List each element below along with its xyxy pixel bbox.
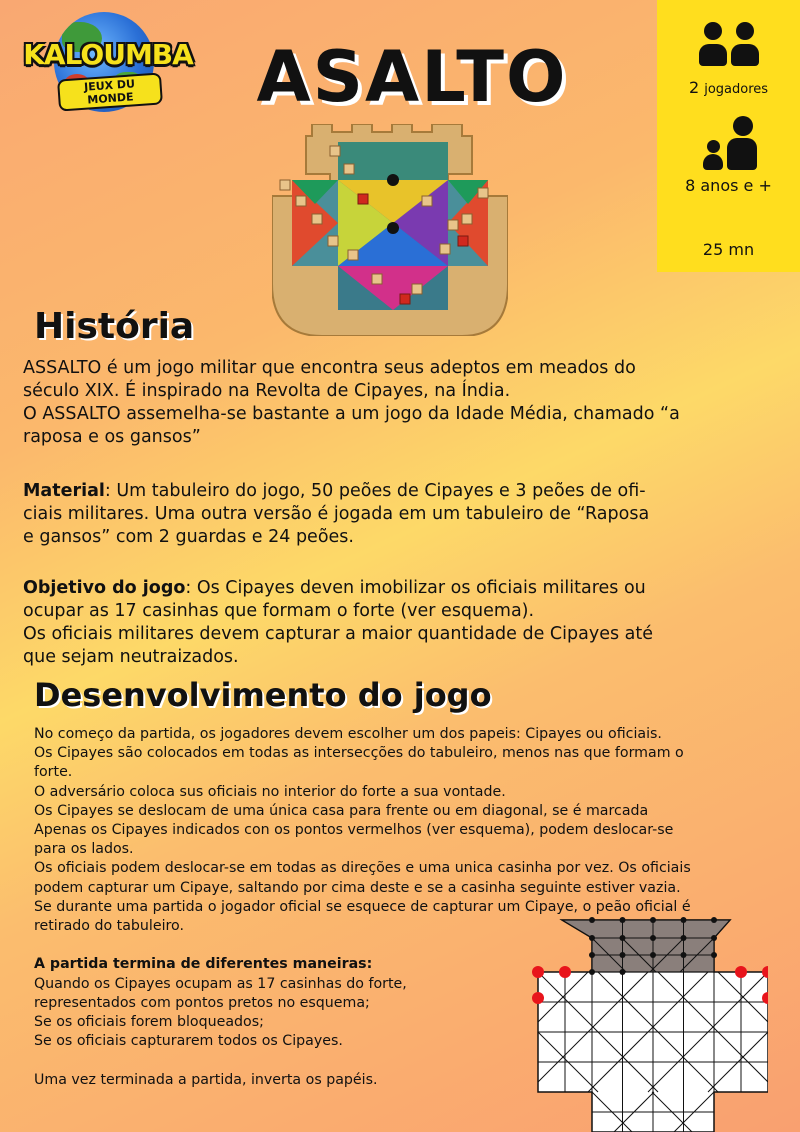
material-line: e gansos” com 2 guardas e 24 peões.	[23, 527, 354, 547]
age-icon	[695, 116, 765, 170]
material-line: ciais militares. Uma outra versão é jogada em um tabuleiro de “Raposa	[23, 504, 650, 524]
board-photo	[272, 124, 508, 336]
rule-line: Os Cipayes se deslocam de uma única casa para frente ou em diagonal, se é marcada	[34, 802, 649, 819]
age-label: 8 anos e +	[685, 176, 772, 195]
objective-text	[23, 577, 763, 669]
logo-tagline: JEUX DU MONDE	[57, 72, 163, 111]
logo-brand: KALOUMBA	[23, 38, 193, 71]
material-label: Material	[23, 481, 105, 501]
history-text	[23, 357, 763, 449]
rule-line: O adversário coloca sus oficiais no interior do forte a sua vontade.	[34, 783, 506, 800]
objective-line: : Os Cipayes deven imobilizar os oficiais militares ou	[185, 578, 646, 598]
rule-line: Os Cipayes são colocados em todas as intersecções do tabuleiro, menos nas que formam o	[34, 745, 684, 762]
end-line: Quando os Cipayes ocupam as 17 casinhas do forte,	[34, 975, 407, 992]
rule-line: para os lados.	[34, 841, 134, 858]
rule-line: Se durante uma partida o jogador oficial se esquece de capturar um Cipaye, o peão oficial é	[34, 898, 691, 915]
objective-line: ocupar as 17 casinhas que formam o forte (ver esquema).	[23, 601, 535, 621]
end-line: Se os oficiais forem bloqueados;	[34, 1014, 264, 1031]
rule-line: forte.	[34, 764, 73, 781]
end-heading: A partida termina de diferentes maneiras:	[34, 956, 373, 973]
material-line: : Um tabuleiro do jogo, 50 peões de Cipayes e 3 peões de ofi-	[104, 481, 646, 501]
objective-line: que sejam neutraizados.	[23, 647, 239, 667]
two-players-icon	[695, 22, 765, 66]
development-heading: Desenvolvimento do jogo	[34, 676, 492, 714]
final-line: Uma vez terminada a partida, inverta os papéis.	[34, 1071, 378, 1088]
history-line: ASSALTO é um jogo militar que encontra seus adeptos em meados do	[23, 358, 636, 378]
rule-line: Apenas os Cipayes indicados con os pontos vermelhos (ver esquema), podem deslocar-se	[34, 822, 674, 839]
rule-line: podem capturar um Cipaye, saltando por cima deste e se a casinha seguinte estiver vazia.	[34, 879, 681, 896]
players-count: 2 jogadores	[688, 78, 769, 97]
rule-line: retirado do tabuleiro.	[34, 918, 185, 935]
board-diagram	[528, 912, 768, 1132]
kaloumba-logo	[18, 8, 198, 113]
duration-label: 25 mn	[702, 240, 755, 259]
rule-line: Os oficiais podem deslocar-se em todas as direções e uma unica casinha por vez. Os oficiais	[34, 860, 691, 877]
material-text	[23, 480, 763, 549]
end-line: Se os oficiais capturarem todos os Cipayes.	[34, 1033, 343, 1050]
objective-line: Os oficiais militares devem capturar a maior quantidade de Cipayes até	[23, 624, 653, 644]
history-line: século XIX. É inspirado na Revolta de Cipayes, na Índia.	[23, 381, 511, 401]
objective-label: Objetivo do jogo	[23, 578, 186, 598]
game-title: ASALTO	[256, 36, 568, 118]
history-line: raposa e os gansos”	[23, 427, 201, 447]
history-heading: História	[34, 306, 195, 347]
info-panel	[657, 0, 800, 272]
end-line: representados com pontos pretos no esquema;	[34, 994, 370, 1011]
history-line: O ASSALTO assemelha-se bastante a um jogo da Idade Média, chamado “a	[23, 404, 680, 424]
rule-line: No começo da partida, os jogadores devem escolher um dos papeis: Cipayes ou oficiais.	[34, 726, 662, 742]
